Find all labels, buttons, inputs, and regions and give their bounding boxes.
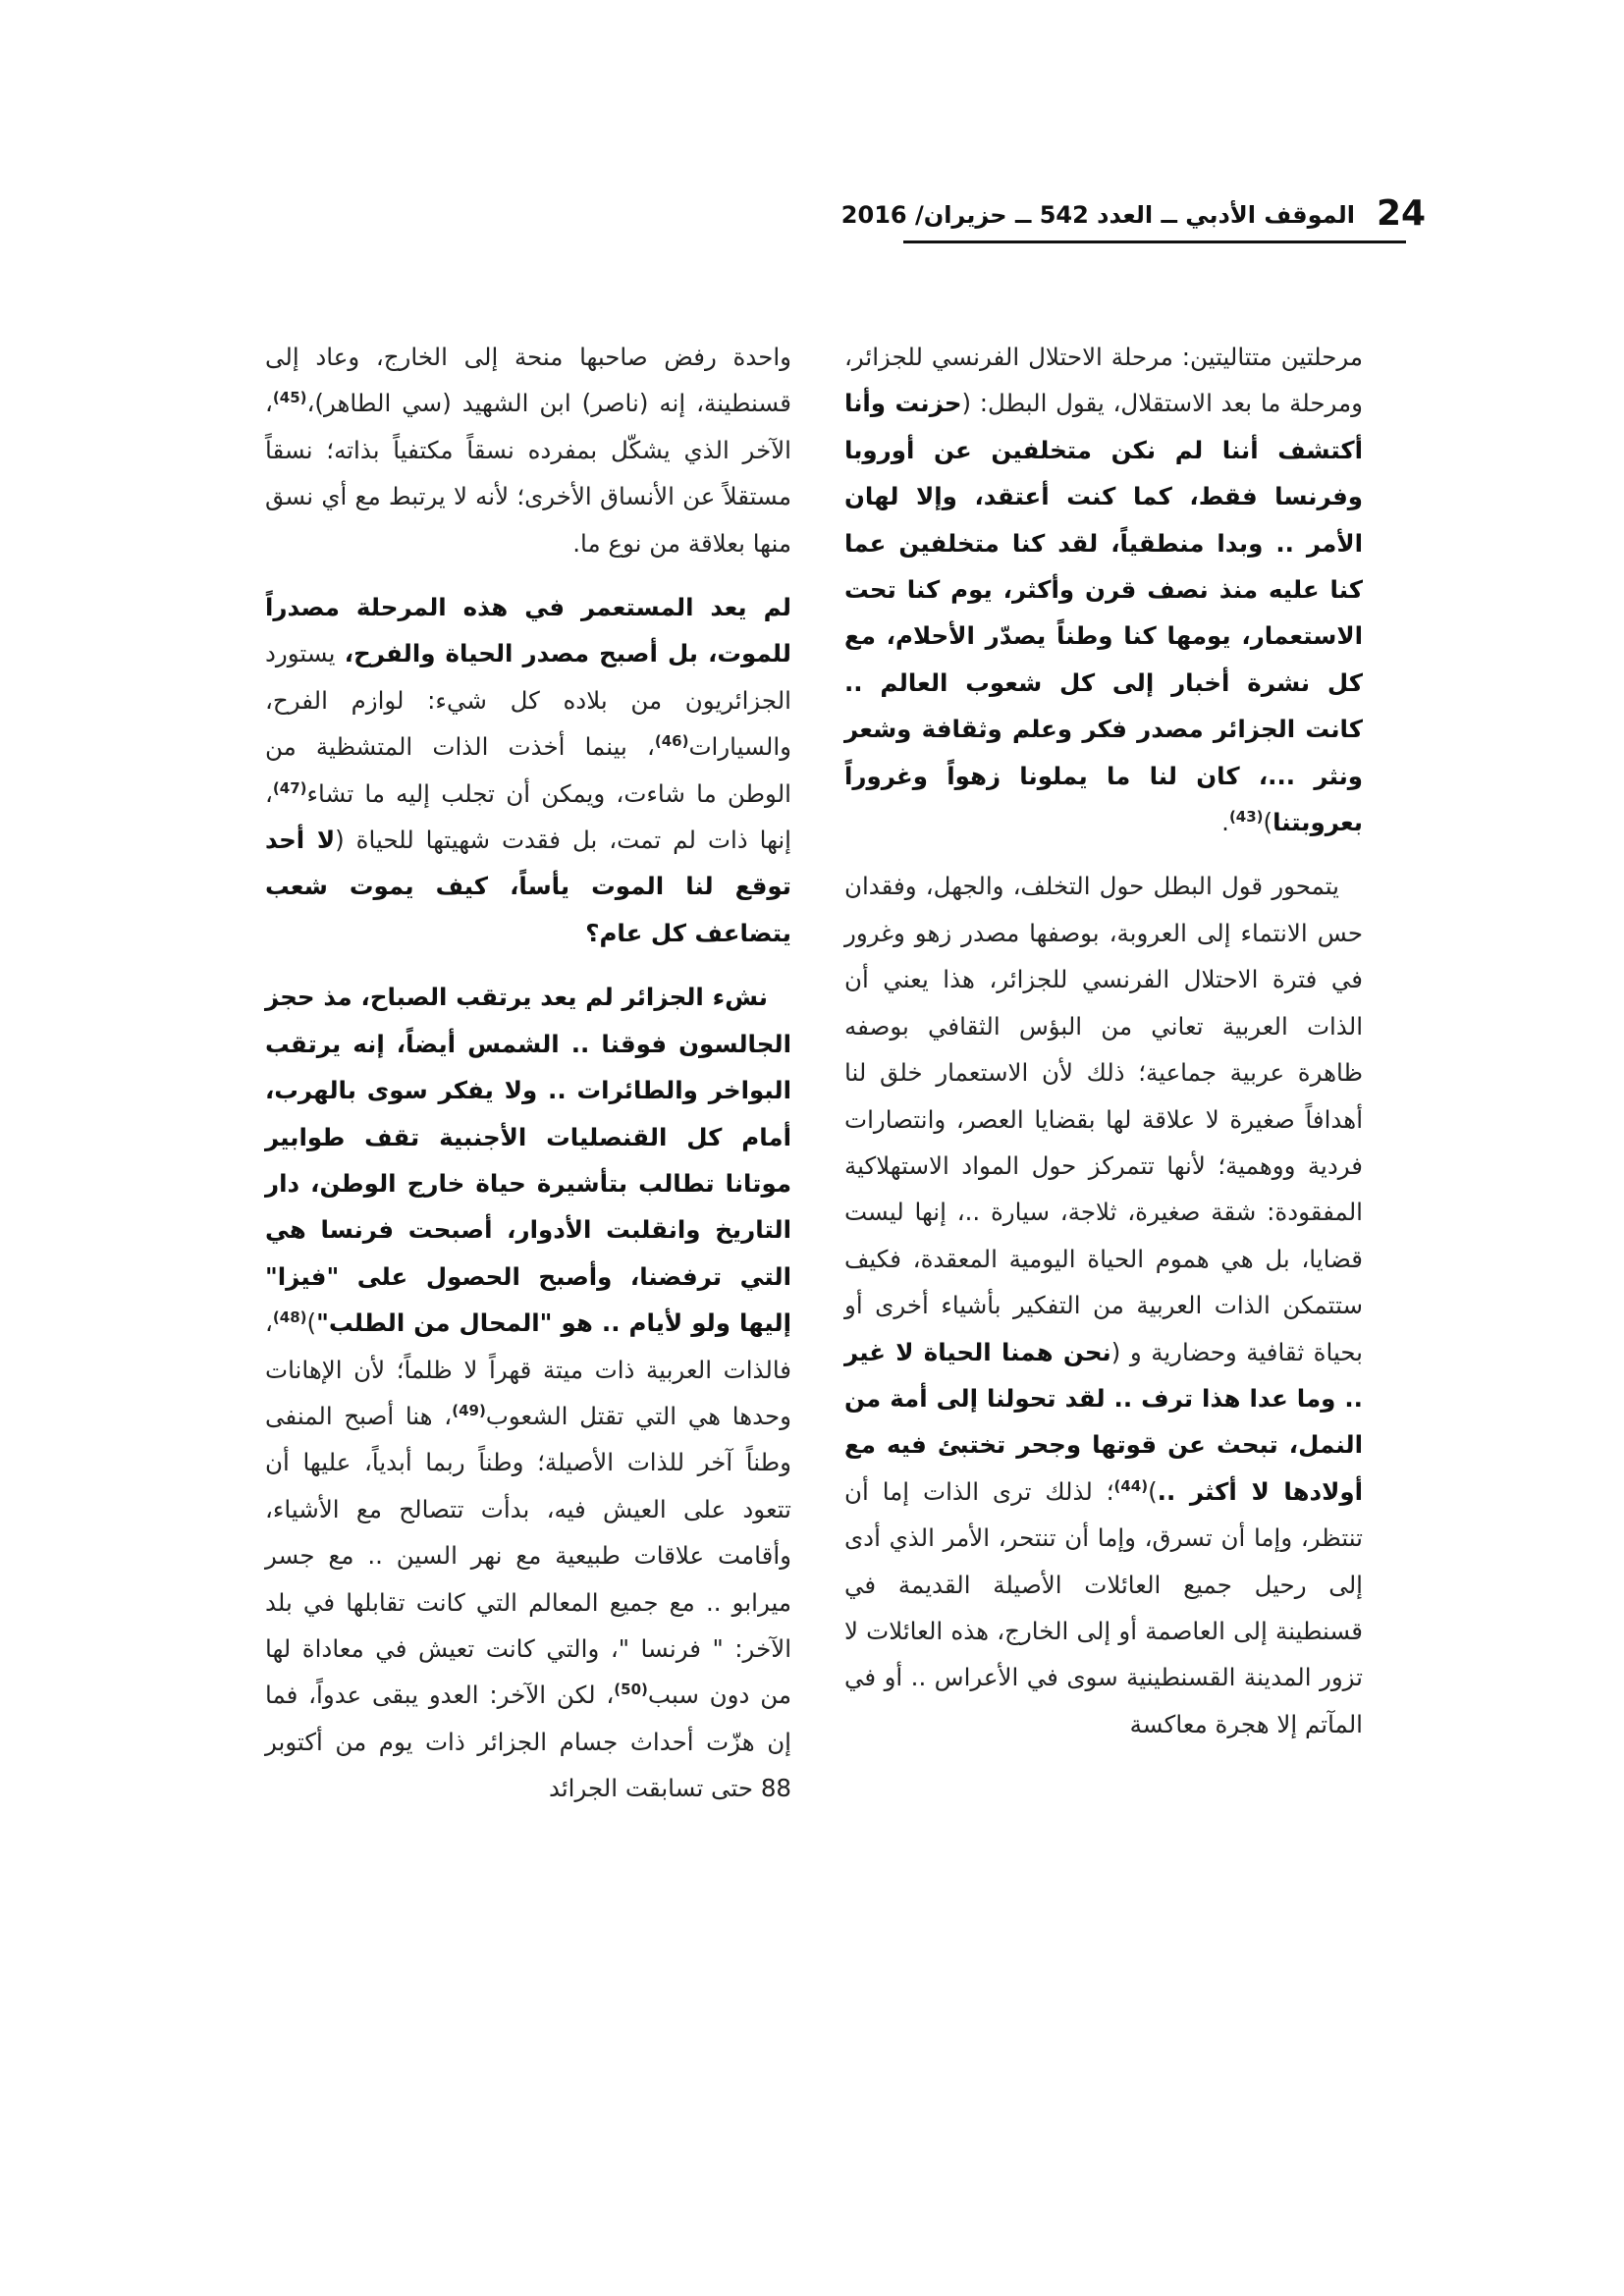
body-text: .: [1221, 808, 1229, 837]
header-divider: [903, 240, 1406, 243]
body-text: ، الآخر الذي يشكّل بمفرده نسقاً مكتفياً بذاته؛ نسقاً مستقلاً عن الأنساق الأخرى؛ لأنه لا يرتبط مع أي نسق منها بعلاقة من نوع ما.: [265, 389, 791, 558]
page-number: 24: [1377, 193, 1427, 234]
footnote-ref-45: (45): [272, 389, 307, 407]
body-text: يستورد الجزائريون من بلاده كل شيء: لوازم الفرح، والسيارات: [265, 639, 791, 762]
paragraph: [265, 974, 791, 1811]
article-column-left: [265, 334, 791, 1812]
article-column-right: [844, 334, 1363, 1747]
quoted-passage: حزنت وأنا أكتشف أننا لم نكن متخلفين عن أوروبا وفرنسا فقط، كما كنت أعتقد، وإلا لهان الأمر .. وبدا منطقياً، لقد كنا متخلفين عما كنا عليه منذ نصف قرن وأكثر، يوم كنا تحت الاستعمار، يومها كنا وطناً يصدّر الأحلام، مع كل نشرة أخبار إلى كل شعوب العالم .. كانت الجزائر مصدر فكر وعلم وثقافة وشعر ونثر ...، كان لنا ما يملونا زهواً وغروراً بعروبتنا: [844, 389, 1363, 837]
quoted-passage: نشء الجزائر لم يعد يرتقب الصباح، مذ حجز الجالسون فوقنا .. الشمس أيضاً، إنه يرتقب البواخر والطائرات .. ولا يفكر سوى بالهرب، أمام كل القنصليات الأجنبية تقف طوابير موتانا تطالب بتأشيرة حياة خارج الوطن، دار التاريخ وانقلبت الأدوار، أصبحت فرنسا هي التي ترفضنا، وأصبح الحصول على "فيزا" إليها ولو لأيام .. هو "المحال من الطلب": [265, 983, 791, 1338]
body-text: واحدة رفض صاحبها منحة إلى الخارج، وعاد إلى قسنطينة، إنه (ناصر) ابن الشهيد (سي الطاهر)،: [265, 343, 791, 418]
running-header: الموقف الأدبي ــ العدد 542 ــ حزيران/ 2016: [840, 201, 1355, 229]
paragraph: [844, 863, 1363, 1747]
body-text: يتمحور قول البطل حول التخلف، والجهل، وفقدان حس الانتماء إلى العروبة، بوصفها مصدر زهو وغرور في فترة الاحتلال الفرنسي للجزائر، هذا يعني أن الذات العربية تعاني من البؤس الثقافي بوصفه ظاهرة عربية جماعية؛ ذلك لأن الاستعمار خلق لنا أهدافاً صغيرة لا علاقة لها بقضايا العصر، وانتصارات فردية ووهمية؛ لأنها تتمركز حول المواد الاستهلاكية المفقودة: شقة صغيرة، ثلاجة، سيارة ..، إنها ليست قضايا، بل هي هموم الحياة اليومية المعقدة، فكيف ستتمكن الذات العربية من التفكير بأشياء أخرى أو بحياة ثقافية وحضارية و (: [844, 872, 1364, 1366]
footnote-ref-50: (50): [614, 1681, 648, 1699]
paragraph: [265, 584, 791, 956]
emphasized-text: لم يعد المستعمر في هذه المرحلة مصدراً للموت، بل أصبح مصدر الحياة والفرح،: [265, 593, 791, 668]
paragraph: [844, 334, 1363, 845]
quoted-passage: لا أحد توقع لنا الموت يأساً، كيف يموت شعب يتضاعف كل عام؟: [265, 826, 791, 947]
body-text: ، بينما أخذت الذات المتشظية من الوطن ما شاءت، ويمكن أن تجلب إليه ما تشاء: [265, 732, 791, 808]
footnote-ref-43: (43): [1228, 807, 1264, 826]
footnote-ref-49: (49): [452, 1401, 486, 1419]
body-text: ، هنا أصبح المنفى وطناً آخر للذات الأصيلة؛ وطناً ربما أبدياً، عليها أن تتعود على العيش فيه، بدأت تتصالح مع الأشياء، وأقامت علاقات طبيعية مع نهر السين .. مع جسر ميرابو .. مع جميع المعالم التي كانت تقابلها في بلد الآخر: " فرنسا "، والتي كانت تعيش في معاداة لها من دون سبب: [265, 1401, 791, 1710]
body-text: ، فالذات العربية ذات ميتة قهراً لا ظلماً؛ لأن الإهانات وحدها هي التي تقتل الشعوب: [265, 1308, 791, 1430]
body-text: ): [306, 1308, 317, 1338]
body-text: ، إنها ذات لم تمت، بل فقدت شهيتها للحياة (: [265, 778, 791, 855]
body-text: ): [1148, 1476, 1158, 1506]
paragraph: [265, 334, 791, 566]
body-text: ): [1263, 808, 1273, 837]
footnote-ref-44: (44): [1113, 1476, 1149, 1495]
body-text: مرحلتين متتاليتين: مرحلة الاحتلال الفرنسي للجزائر، ومرحلة ما بعد الاستقلال، يقول البطل: (: [844, 343, 1364, 418]
footnote-ref-48: (48): [272, 1308, 307, 1326]
footnote-ref-47: (47): [272, 778, 307, 797]
body-text: ، لكن الآخر: العدو يبقى عدواً، فما إن هزّت أحداث جسام الجزائر ذات يوم من أكتوبر 88 حتى تسابقت الجرائد: [265, 1681, 791, 1803]
quoted-passage: نحن همنا الحياة لا غير .. وما عدا هذا ترف .. لقد تحولنا إلى أمة من النمل، تبحث عن قوتها وجحر تختبئ فيه مع أولادها لا أكثر ..: [844, 1337, 1363, 1506]
body-text: ؛ لذلك ترى الذات إما أن تنتظر، وإما أن تسرق، وإما أن تنتحر، الأمر الذي أدى إلى رحيل جميع العائلات الأصيلة القديمة في قسنطينة إلى العاصمة أو إلى الخارج، هذه العائلات لا تزور المدينة القسنطينية سوى في الأعراس .. أو في المآتم إلا هجرة معاكسة: [844, 1476, 1363, 1738]
footnote-ref-46: (46): [654, 732, 689, 751]
